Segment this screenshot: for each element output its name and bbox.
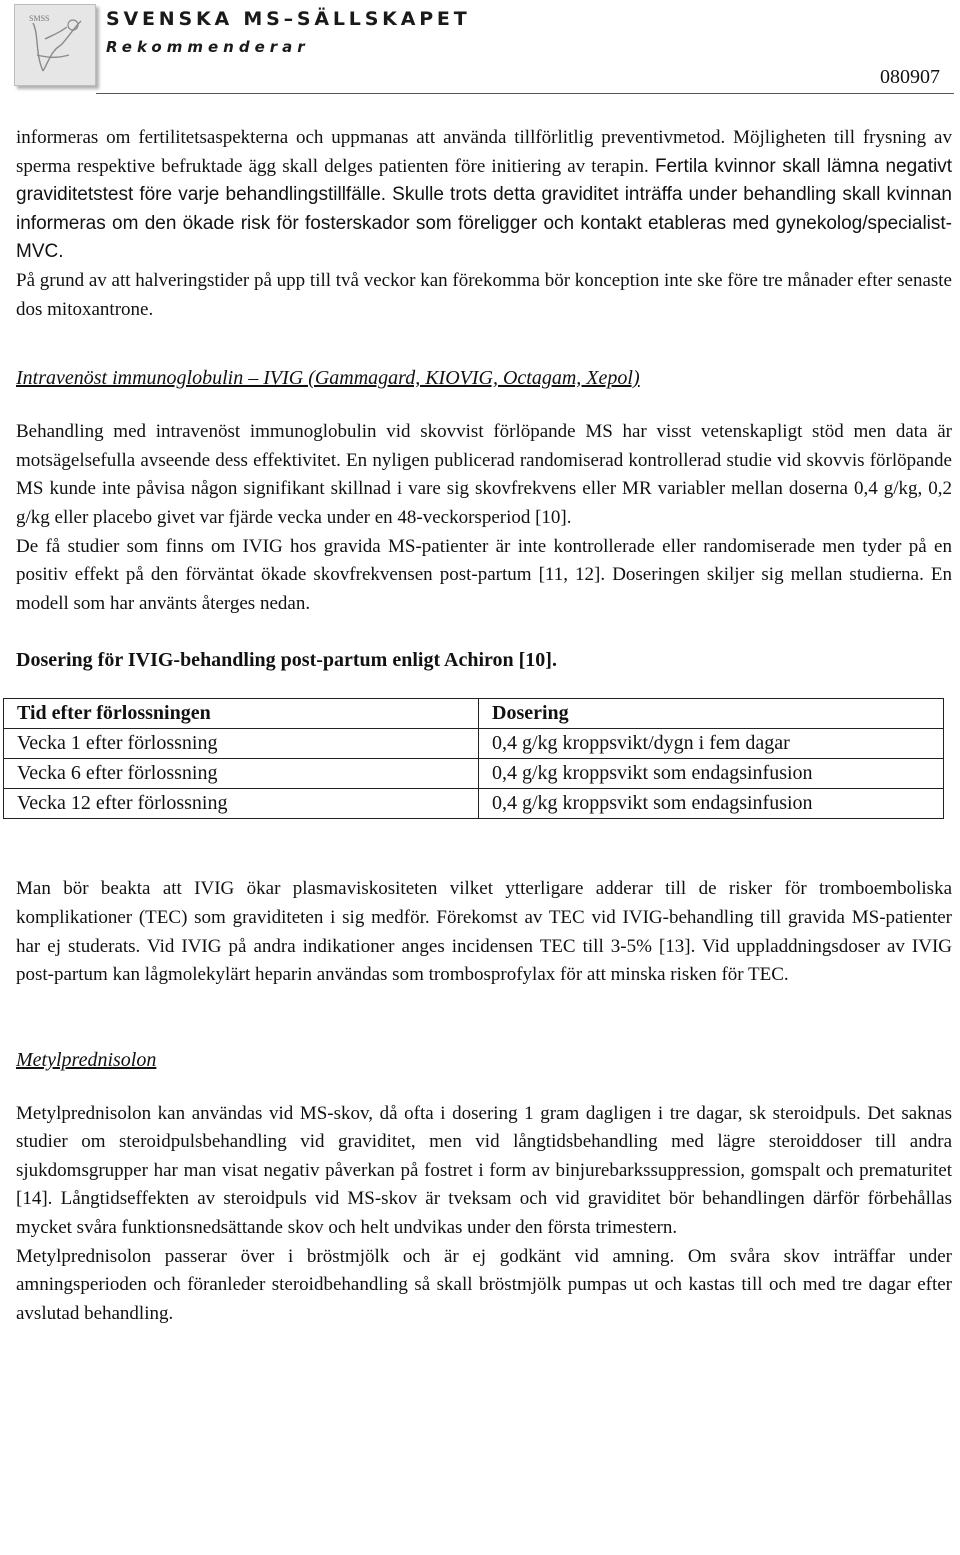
table-row — [4, 759, 944, 789]
smss-logo — [14, 4, 96, 86]
org-name: SVENSKA MS–SÄLLSKAPET — [106, 8, 471, 30]
intro-text-sans: Fertila kvinnor skall lämna negativt graviditetstest före varje behandlingstillfälle. Skulle trots detta graviditet inträffa under behandling skall kvinnan informeras om den ökade risk för fosterskador som föreligger och kontakt etableras med gynekolog/specialist-MVC. — [16, 155, 952, 263]
ivig-heading: Intravenöst immunoglobulin – IVIG (Gammagard, KIOVIG, Octagam, Xepol) — [16, 367, 640, 390]
metyl-heading: Metylprednisolon — [16, 1048, 157, 1071]
table-cell: Vecka 12 efter förlossning — [4, 789, 479, 819]
document-body — [16, 124, 952, 1328]
svg-text:SMSS: SMSS — [29, 14, 50, 23]
page-header — [0, 0, 960, 96]
logo-figure-icon — [15, 5, 95, 85]
table-cell: 0,4 g/kg kroppsvikt som endagsinfusion — [479, 789, 944, 819]
header-rule — [96, 93, 954, 94]
table-header-cell: Dosering — [479, 699, 944, 729]
ivig-paragraph-3: Man bör beakta att IVIG ökar plasmaviskositeten vilket ytterligare adderar till de risker för tromboemboliska komplikationer (TEC) som graviditeten i sig medför. Förekomst av TEC vid IVIG-behandling till gravida MS-patienter har ej studerats. Vid IVIG på andra indikationer anges incidensen TEC till 3-5% [13]. Vid uppladdningsdoser av IVIG post-partum kan lågmolekylärt heparin användas som trombosprofylax för att minska risken för TEC. — [16, 878, 952, 986]
doc-number: 080907 — [880, 66, 940, 88]
table-cell: Vecka 1 efter förlossning — [4, 729, 479, 759]
table-row — [4, 789, 944, 819]
table-cell: Vecka 6 efter förlossning — [4, 759, 479, 789]
table-row — [4, 729, 944, 759]
table-cell: 0,4 g/kg kroppsvikt som endagsinfusion — [479, 759, 944, 789]
metyl-paragraph-1: Metylprednisolon kan användas vid MS-skov, då ofta i dosering 1 gram dagligen i tre dagar, sk steroidpuls. Det saknas studier om steroidpulsbehandling vid graviditet, men vid långtidsbehandling med lägre steroiddoser till andra sjukdomsgrupper har man visat negativ påverkan på fostret i form av binjurebarkssuppression, gomspalt och prematuritet [14]. Långtidseffekten av steroidpuls vid MS-skov är tveksam och vid graviditet bör behandlingen därför förbehållas mycket svåra funktionsnedsättande skov och helt undvikas under den första trimestern. — [16, 1102, 952, 1239]
intro-paragraph-1 — [16, 124, 952, 267]
table-header-row — [4, 699, 944, 729]
intro-paragraph-2: På grund av att halveringstider på upp till två veckor kan förekomma bör konception inte ske före tre månader efter senaste dos mitoxantrone. — [16, 269, 952, 320]
ivig-paragraph-2: De få studier som finns om IVIG hos gravida MS-patienter är inte kontrollerade eller randomiserade men tyder på en positiv effekt på den förväntat ökade skovfrekvensen post-partum [11, 12]. Doseringen skiljer sig mellan studierna. En modell som har använts återges nedan. — [16, 535, 952, 614]
metyl-paragraph-2: Metylprednisolon passerar över i bröstmjölk och är ej godkänt vid amning. Om svåra skov inträffar under amningsperioden och föranleder steroidbehandling så skall bröstmjölk pumpas ut och kastas till och med tre dagar efter avslutad behandling. — [16, 1245, 952, 1324]
org-subtitle: Rekommenderar — [106, 38, 310, 56]
intro-text-serif: informeras om fertilitetsaspekterna och uppmanas att använda tillförlitlig preventivmetod. Möjligheten till frysning av sperma respektive befruktade ägg skall delges patienten före initiering av terapin. — [16, 127, 952, 177]
table-title: Dosering för IVIG-behandling post-partum enligt Achiron [10]. — [16, 649, 557, 672]
ivig-paragraph-1: Behandling med intravenöst immunoglobulin vid skovvist förlöpande MS har visst vetenskapligt stöd men data är motsägelsefulla avseende dess effektivitet. En nyligen publicerad randomiserad kontrollerad studie vid skovvis förlöpande MS kunde inte påvisa någon signifikant skillnad i vare sig skovfrekvens eller MR variabler mellan doserna 0,4 g/kg, 0,2 g/kg eller placebo givet var fjärde vecka under en 48-veckorsperiod [10]. — [16, 421, 952, 528]
table-cell: 0,4 g/kg kroppsvikt/dygn i fem dagar — [479, 729, 944, 759]
dosing-table — [3, 698, 944, 819]
table-header-cell: Tid efter förlossningen — [4, 699, 479, 729]
